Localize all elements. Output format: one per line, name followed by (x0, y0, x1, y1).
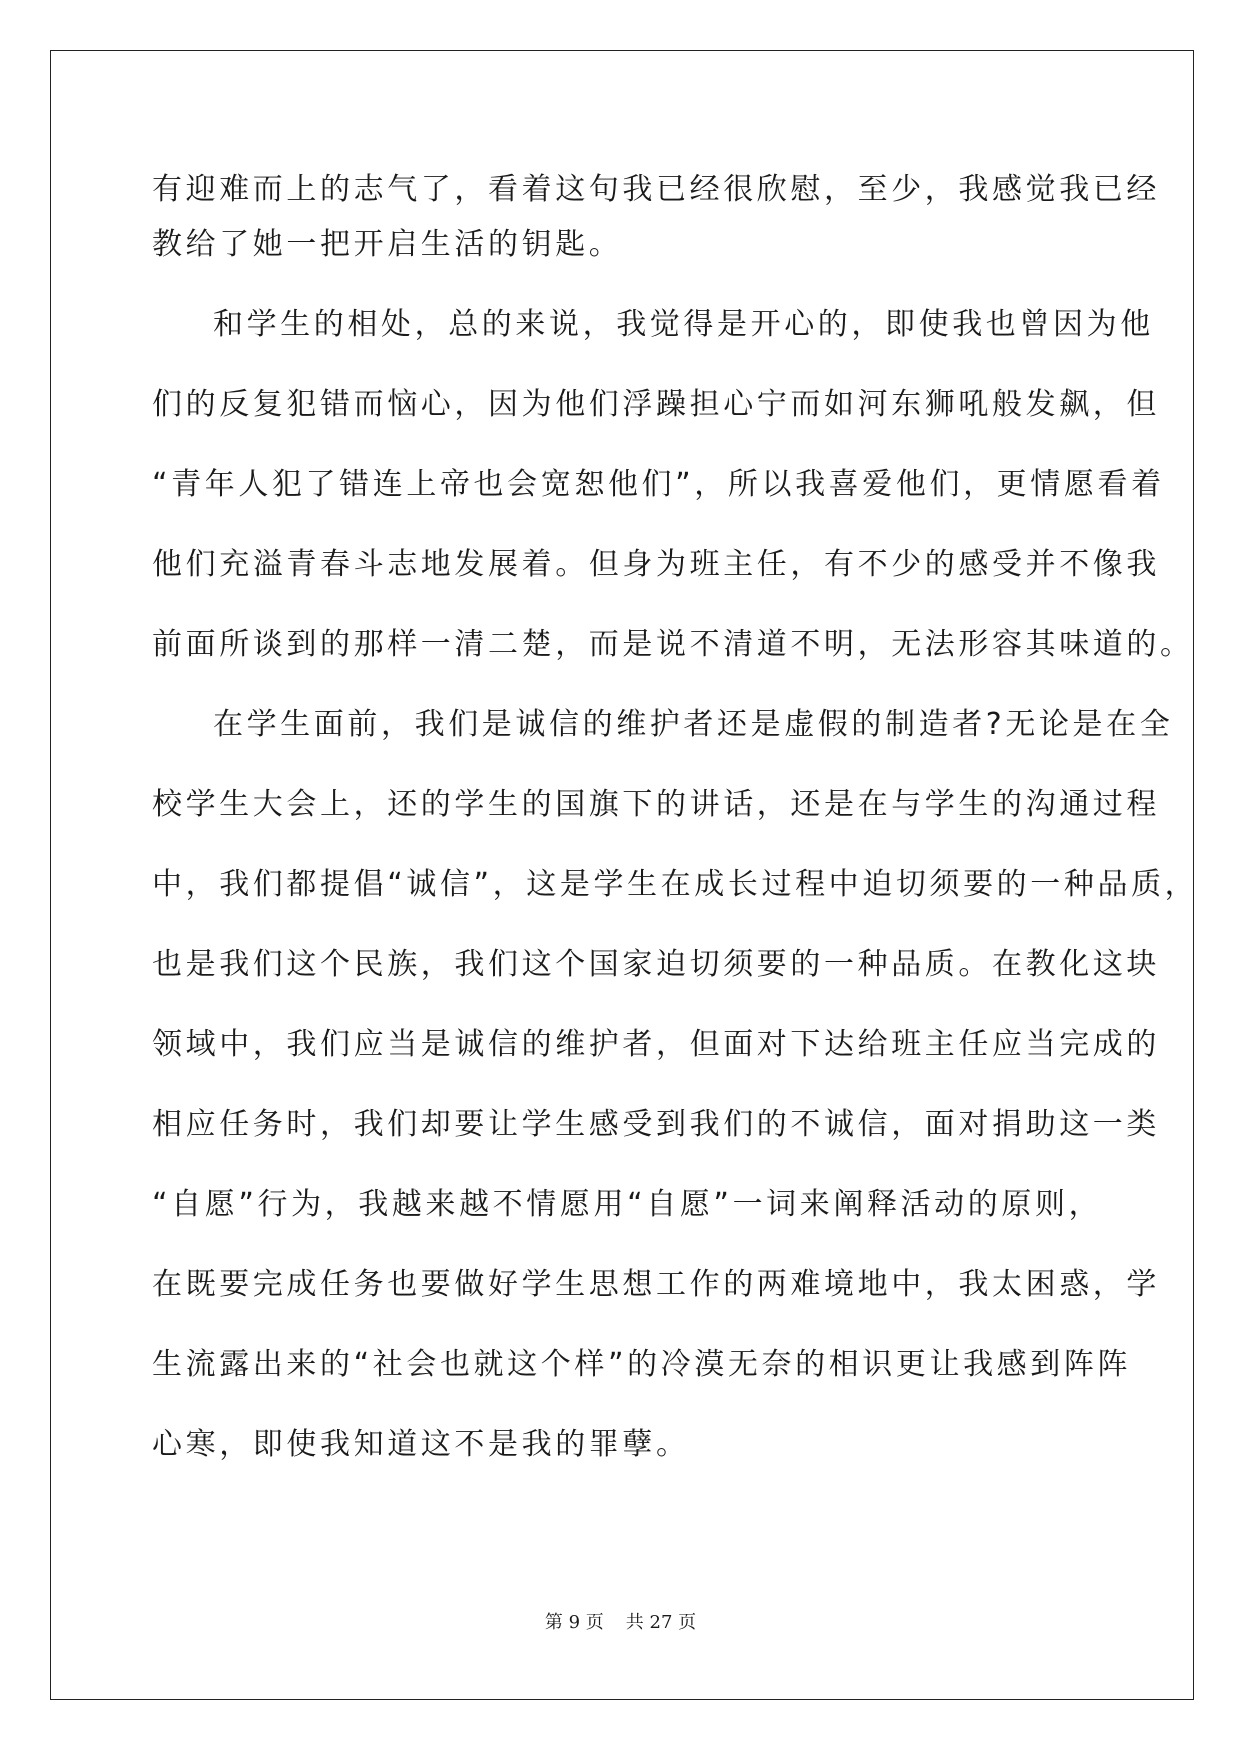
page-footer (0, 1612, 1241, 1634)
text-line: 也是我们这个民族，我们这个国家迫切须要的一种品质。在教化这块 (152, 947, 1160, 982)
text-line: 中，我们都提倡“诚信”，这是学生在成长过程中迫切须要的一种品质， (152, 867, 1199, 902)
text-line: “青年人犯了错连上帝也会宽恕他们”，所以我喜爱他们，更情愿看着 (152, 467, 1165, 502)
page-number: 第 9 页 (544, 1612, 604, 1633)
text-line: 教给了她一把开启生活的钥匙。 (152, 227, 623, 262)
text-line: 领域中，我们应当是诚信的维护者，但面对下达给班主任应当完成的 (152, 1027, 1160, 1062)
text-line: “自愿”行为，我越来越不情愿用“自愿”一词来阐释活动的原则， (152, 1187, 1103, 1222)
text-line: 校学生大会上，还的学生的国旗下的讲话，还是在与学生的沟通过程 (152, 787, 1160, 822)
text-line: 他们充溢青春斗志地发展着。但身为班主任，有不少的感受并不像我 (152, 547, 1160, 582)
text-line: 们的反复犯错而恼心，因为他们浮躁担心宁而如河东狮吼般发飙，但 (152, 387, 1160, 422)
text-line: 有迎难而上的志气了，看着这句我已经很欣慰，至少，我感觉我已经 (152, 172, 1160, 207)
text-line: 前面所谈到的那样一清二楚，而是说不清道不明，无法形容其味道的。 (152, 627, 1194, 662)
page-total: 共 27 页 (625, 1612, 697, 1633)
text-line: 生流露出来的“社会也就这个样”的冷漠无奈的相识更让我感到阵阵 (152, 1347, 1132, 1382)
text-line: 和学生的相处，总的来说，我觉得是开心的，即使我也曾因为他 (213, 307, 1154, 342)
text-line: 在学生面前，我们是诚信的维护者还是虚假的制造者?无论是在全 (213, 707, 1174, 742)
text-line: 心寒，即使我知道这不是我的罪孽。 (152, 1427, 690, 1462)
text-line: 相应任务时，我们却要让学生感受到我们的不诚信，面对捐助这一类 (152, 1107, 1160, 1142)
text-line: 在既要完成任务也要做好学生思想工作的两难境地中，我太困惑，学 (152, 1267, 1160, 1302)
